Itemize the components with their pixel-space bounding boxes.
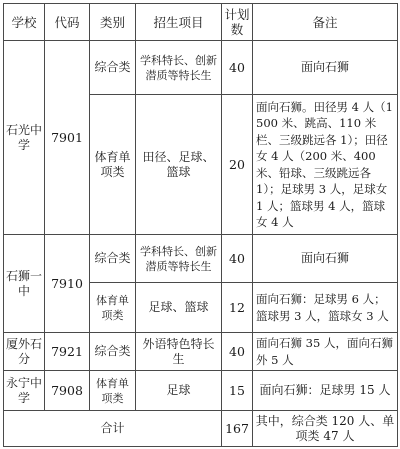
plan-cell: 12 [222,283,253,333]
code-cell: 7908 [45,371,90,411]
remark-cell: 面向石狮：足球男 6 人；篮球男 3 人，篮球女 3 人 [253,283,398,333]
category-cell: 综合类 [90,41,136,95]
header-plan: 计划数 [222,4,253,41]
plan-cell: 40 [222,333,253,371]
remark-cell: 面向石狮。田径男 4 人（1500 米、跳高、110 米栏、三级跳远各 1）；田径女 4 人（200 米、400 米、铅球、三级跳远各 1）；足球男 3 人，足球女 1 人；篮球男 4 人，篮球女 4 人 [253,95,398,235]
table-row [4,371,398,411]
header-category: 类别 [90,4,136,41]
total-row [4,411,398,447]
code-cell: 7901 [45,41,90,235]
header-code: 代码 [45,4,90,41]
admissions-table [3,3,398,447]
school-cell: 石光中学 [4,41,45,235]
header-remark: 备注 [253,4,398,41]
category-cell: 体育单项类 [90,371,136,411]
table-row [4,41,398,95]
school-cell: 厦外石分 [4,333,45,371]
category-cell: 综合类 [90,333,136,371]
total-label: 合计 [4,411,222,447]
total-plan: 167 [222,411,253,447]
project-cell: 学科特长、创新潜质等特长生 [136,235,222,283]
table-row [4,235,398,283]
school-cell: 永宁中学 [4,371,45,411]
header-row [4,4,398,41]
category-cell: 体育单项类 [90,95,136,235]
project-cell: 外语特色特长生 [136,333,222,371]
header-school: 学校 [4,4,45,41]
remark-cell: 面向石狮：足球男 15 人 [253,371,398,411]
code-cell: 7910 [45,235,90,333]
remark-cell: 面向石狮 [253,235,398,283]
header-project: 招生项目 [136,4,222,41]
school-cell: 石狮一中 [4,235,45,333]
project-cell: 足球、篮球 [136,283,222,333]
project-cell: 足球 [136,371,222,411]
remark-cell: 面向石狮 [253,41,398,95]
plan-cell: 40 [222,235,253,283]
plan-cell: 15 [222,371,253,411]
total-remark: 其中，综合类 120 人、单项类 47 人 [253,411,398,447]
category-cell: 综合类 [90,235,136,283]
code-cell: 7921 [45,333,90,371]
table-row [4,333,398,371]
category-cell: 体育单项类 [90,283,136,333]
plan-cell: 40 [222,41,253,95]
remark-cell: 面向石狮 35 人，面向石狮外 5 人 [253,333,398,371]
project-cell: 田径、足球、篮球 [136,95,222,235]
plan-cell: 20 [222,95,253,235]
project-cell: 学科特长、创新潜质等特长生 [136,41,222,95]
